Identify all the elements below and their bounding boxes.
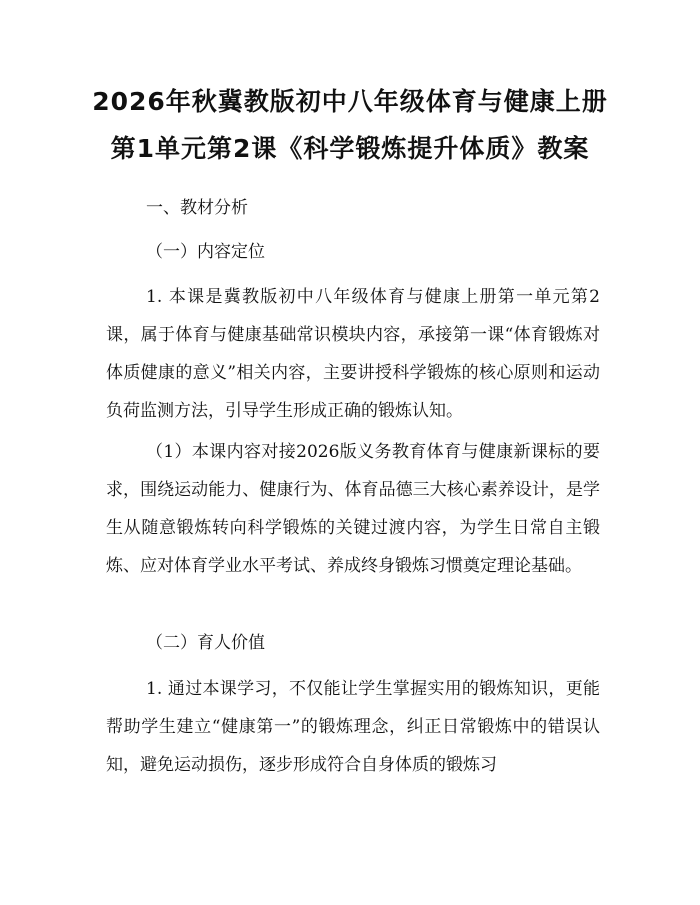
section-heading-textbook-analysis: 一、教材分析	[146, 198, 248, 218]
document-title-line-2: 第1单元第2课《科学锻炼提升体质》教案	[110, 134, 590, 163]
paragraph-course-overview: 1. 本课是冀教版初中八年级体育与健康上册第一单元第2课，属于体育与健康基础常识模块内容，承接第一课“体育锻炼对体质健康的意义”相关内容，主要讲授科学锻炼的核心原则和运动负荷监测方法，引导学生形成正确的锻炼认知。	[106, 287, 600, 421]
paragraph-curriculum-alignment: （1）本课内容对接2026版义务教育体育与健康新课标的要求，围绕运动能力、健康行为、体育品德三大核心素养设计，是学生从随意锻炼转向科学锻炼的关键过渡内容，为学生日常自主锻炼、应对体育学业水平考试、养成终身锻炼习惯奠定理论基础。	[106, 442, 600, 576]
paragraph-educational-value: 1. 通过本课学习，不仅能让学生掌握实用的锻炼知识，更能帮助学生建立“健康第一”的锻炼理念，纠正日常锻炼中的错误认知，避免运动损伤，逐步形成符合自身体质的锻炼习	[106, 679, 600, 775]
subsection-heading-educational-value: （二）育人价值	[146, 633, 265, 653]
subsection-heading-content-positioning: （一）内容定位	[146, 242, 265, 262]
document-title-line-1: 2026年秋冀教版初中八年级体育与健康上册	[92, 87, 608, 116]
